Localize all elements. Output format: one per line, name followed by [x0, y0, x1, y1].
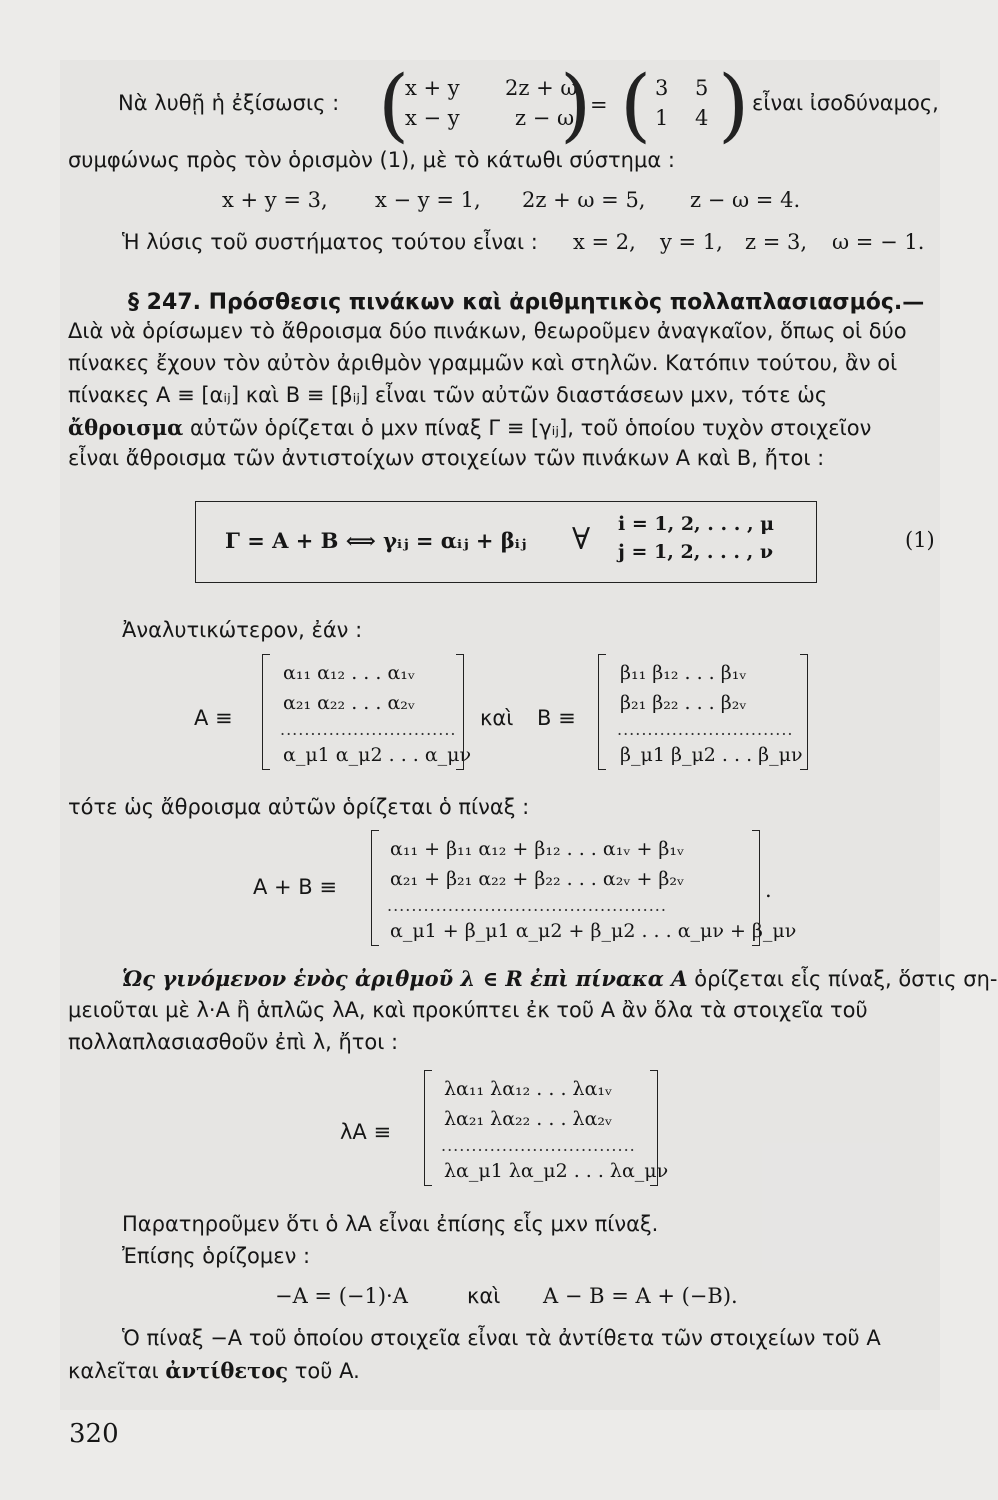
- left-bracket: [371, 830, 379, 946]
- system-eq: x − y = 1,: [375, 188, 481, 212]
- period: .: [765, 878, 772, 902]
- matrix-row: β₁₁ β₁₂ . . . β₁ᵥ: [620, 662, 747, 684]
- matrix-label: B ≡: [537, 706, 576, 730]
- text-line: Ἀναλυτικώτερον, ἐάν :: [122, 618, 363, 642]
- equation-tail: εἶναι ἰσοδύναμος,: [752, 91, 939, 115]
- solution-value: z = 3,: [745, 230, 808, 254]
- boxed-formula: Γ = A + B ⟺ γᵢⱼ = αᵢⱼ + βᵢⱼ: [225, 528, 527, 553]
- matrix-row: α₁₁ α₁₂ . . . α₁ᵥ: [283, 662, 415, 684]
- right-bracket: [456, 654, 464, 770]
- forall-symbol: ∀: [572, 522, 591, 557]
- text-line: εἶναι ἄθροισμα τῶν ἀντιστοίχων στοιχείων τῶν πινάκων A καὶ B, ἤτοι :: [68, 446, 825, 470]
- right-paren: ): [718, 58, 750, 151]
- right-paren: ): [560, 58, 592, 151]
- conjunction: καὶ: [480, 706, 514, 730]
- matrix-cell: 2z + ω: [505, 76, 578, 100]
- formula: A − B = A + (−B).: [543, 1284, 738, 1308]
- text-span: τοῦ A.: [288, 1359, 360, 1383]
- matrix-cell: 3: [655, 76, 669, 100]
- conjunction: καὶ: [467, 1284, 501, 1308]
- equals-sign: =: [590, 93, 608, 117]
- section-heading: [128, 290, 924, 315]
- text-line: [68, 1360, 360, 1382]
- text-line: πίνακες ἔχουν τὸν αὐτὸν ἀριθμὸν γραμμῶν καὶ στηλῶν. Κατόπιν τούτου, ἂν οἱ: [68, 351, 898, 375]
- index-range: j = 1, 2, . . . , ν: [618, 541, 774, 563]
- matrix-cell: z − ω: [515, 106, 575, 130]
- text-line: [122, 968, 998, 990]
- matrix-label: λA ≡: [340, 1120, 392, 1144]
- section-number: § 247.: [128, 290, 201, 315]
- index-range: i = 1, 2, . . . , μ: [618, 513, 775, 535]
- text-line: πολλαπλασιασθοῦν ἐπὶ λ, ἤτοι :: [68, 1030, 399, 1054]
- page-number: 320: [69, 1419, 119, 1449]
- text-line: Ὁ πίναξ −A τοῦ ὁποίου στοιχεῖα εἶναι τὰ ἀντίθετα τῶν στοιχείων τοῦ A: [122, 1326, 881, 1350]
- text-line: [68, 417, 871, 439]
- matrix-row: α_μ1 α_μ2 . . . α_μν: [283, 744, 472, 766]
- matrix-cell: 5: [695, 76, 709, 100]
- matrix-row: λα₂₁ λα₂₂ . . . λα₂ᵥ: [444, 1108, 613, 1130]
- matrix-row: α_μ1 + β_μ1 α_μ2 + β_μ2 . . . α_μν + β_μν: [390, 920, 797, 942]
- section-title: Πρόσθεσις πινάκων καὶ ἀριθμητικὸς πολλαπλασιασμός.—: [208, 290, 925, 315]
- matrix-cell: x − y: [405, 106, 460, 130]
- solution-text: Ἡ λύσις τοῦ συστήματος τούτου εἶναι :: [122, 230, 538, 254]
- text-line: συμφώνως πρὸς τὸν ὁρισμὸν (1), μὲ τὸ κάτωθι σύστημα :: [68, 148, 675, 172]
- left-paren: (: [378, 58, 410, 151]
- right-bracket: [800, 654, 808, 770]
- matrix-row: α₂₁ + β₂₁ α₂₂ + β₂₂ . . . α₂ᵥ + β₂ᵥ: [390, 868, 685, 890]
- system-eq: x + y = 3,: [222, 188, 328, 212]
- matrix-row: λα_μ1 λα_μ2 . . . λα_μν: [444, 1160, 669, 1182]
- text-span: καλεῖται: [68, 1359, 166, 1383]
- left-bracket: [262, 654, 270, 770]
- matrix-cell: x + y: [405, 76, 460, 100]
- bold-term: Ὡς γινόμενον ἑνὸς ἀριθμοῦ λ ∈ R ἐπὶ πίνακα A: [122, 966, 688, 991]
- matrix-row: α₂₁ α₂₂ . . . α₂ᵥ: [283, 692, 415, 714]
- matrix-cell: 1: [655, 106, 669, 130]
- right-bracket: [752, 830, 760, 946]
- solution-value: y = 1,: [660, 230, 723, 254]
- matrix-label: A ≡: [194, 706, 233, 730]
- text-line: Διὰ νὰ ὁρίσωμεν τὸ ἄθροισμα δύο πινάκων, θεωροῦμεν ἀναγκαῖον, ὅπως οἱ δύο: [68, 319, 907, 343]
- left-paren: (: [620, 58, 652, 151]
- formula: −A = (−1)·A: [275, 1284, 408, 1308]
- matrix-row: β_μ1 β_μ2 . . . β_μν: [620, 744, 803, 766]
- matrix-cell: 4: [695, 106, 709, 130]
- equation-intro: Νὰ λυθῇ ἡ ἐξίσωσις :: [118, 91, 340, 115]
- matrix-dots: ..............................................: [387, 896, 667, 915]
- text-span: αὐτῶν ὁρίζεται ὁ μxν πίναξ Γ ≡ [γᵢⱼ], τοῦ ὁποίου τυχὸν στοιχεῖον: [183, 416, 872, 440]
- right-bracket: [650, 1070, 658, 1186]
- matrix-row: β₂₁ β₂₂ . . . β₂ᵥ: [620, 692, 747, 714]
- left-bracket: [424, 1070, 432, 1186]
- paper-texture: [60, 60, 940, 1410]
- text-line: τότε ὡς ἄθροισμα αὐτῶν ὁρίζεται ὁ πίναξ :: [68, 795, 530, 819]
- bold-term: ἄθροισμα: [68, 415, 184, 440]
- text-line: Παρατηροῦμεν ὅτι ὁ λA εἶναι ἐπίσης εἷς μxν πίναξ.: [122, 1212, 659, 1236]
- left-bracket: [598, 654, 606, 770]
- solution-value: ω = − 1.: [832, 230, 925, 254]
- text-line: πίνακες A ≡ [αᵢⱼ] καὶ B ≡ [βᵢⱼ] εἶναι τῶν αὐτῶν διαστάσεων μxν, τότε ὡς: [68, 383, 828, 407]
- text-span: ὁρίζεται εἷς πίναξ, ὅστις ση-: [687, 967, 998, 991]
- system-eq: 2z + ω = 5,: [522, 188, 646, 212]
- matrix-row: λα₁₁ λα₁₂ . . . λα₁ᵥ: [444, 1078, 613, 1100]
- bold-term: ἀντίθετος: [165, 1358, 289, 1383]
- matrix-dots: ................................: [441, 1136, 636, 1155]
- matrix-label: A + B ≡: [253, 875, 337, 899]
- text-line: Ἐπίσης ὁρίζομεν :: [122, 1244, 311, 1268]
- matrix-row: α₁₁ + β₁₁ α₁₂ + β₁₂ . . . α₁ᵥ + β₁ᵥ: [390, 838, 685, 860]
- matrix-dots: .............................: [280, 720, 457, 739]
- matrix-dots: .............................: [617, 720, 794, 739]
- solution-value: x = 2,: [573, 230, 636, 254]
- equation-tag: (1): [905, 528, 935, 552]
- text-line: μειοῦται μὲ λ·A ἢ ἁπλῶς λA, καὶ προκύπτει ἐκ τοῦ A ἂν ὅλα τὰ στοιχεῖα τοῦ: [68, 998, 868, 1022]
- system-eq: z − ω = 4.: [690, 188, 801, 212]
